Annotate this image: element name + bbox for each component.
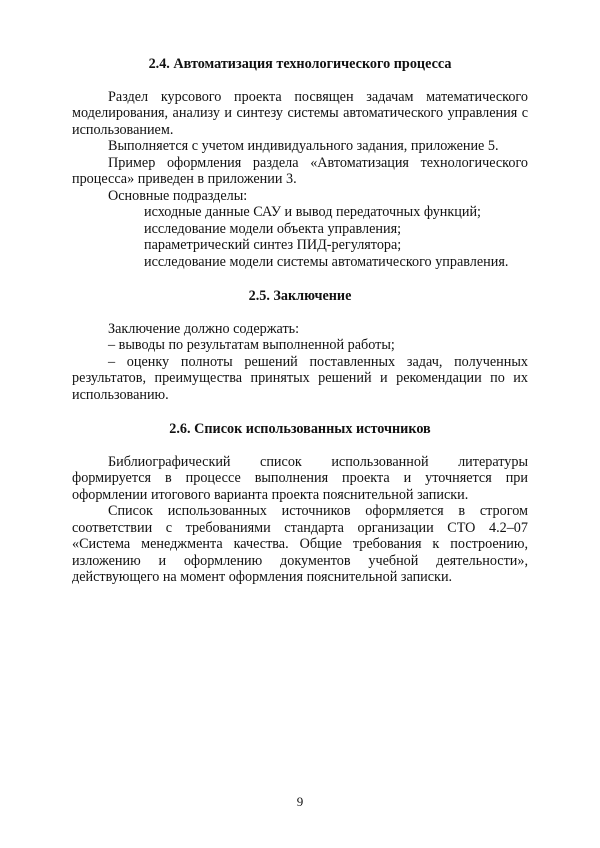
section-heading-2-5: 2.5. Заключение (248, 288, 352, 304)
list-item: – выводы по результатам выполненной работы; (108, 337, 395, 353)
list-item: – оценку полноты решений поставленных задач, полученных результатов, преимущества принятых решений и рекомендации по их использованию. (72, 353, 528, 403)
section-heading-2-4: 2.4. Автоматизация технологического процесса (148, 56, 452, 72)
paragraph: Заключение должно содержать: (108, 320, 300, 337)
list-item: параметрический синтез ПИД-регулятора; (144, 237, 402, 253)
section-heading-2-6: 2.6. Список использованных источников (169, 421, 431, 437)
paragraph: Пример оформления раздела «Автоматизация технологического процесса» приведен в приложении 3. (72, 154, 528, 187)
paragraph: Раздел курсового проекта посвящен задачам математического моделирования, анализу и синтезу системы автоматического управления с использованием. (72, 88, 528, 138)
paragraph: Выполняется с учетом индивидуального задания, приложение 5. (108, 138, 499, 154)
list-item: исследование модели объекта управления; (144, 220, 402, 237)
page-number: 9 (296, 794, 304, 809)
paragraph: Список использованных источников оформляется в строгом соответствии с требованиями стандарта организации СТО 4.2–07 «Система менеджмента качества. Общие требования к построению, изложению и оформлению документов учебной деятельности», действующего на момент оформления пояснительной записки. (72, 503, 528, 585)
list-item: исследование модели системы автоматического управления. (144, 253, 509, 270)
subsection-list (72, 204, 528, 270)
list-item: исходные данные САУ и вывод передаточных функций; (144, 204, 481, 220)
paragraph: Основные подразделы: (108, 187, 248, 204)
page-content (72, 44, 528, 586)
paragraph: Библиографический список использованной литературы формируется в процессе выполнения проекта и уточняется при оформлении итогового варианта проекта пояснительной записки. (72, 453, 528, 503)
